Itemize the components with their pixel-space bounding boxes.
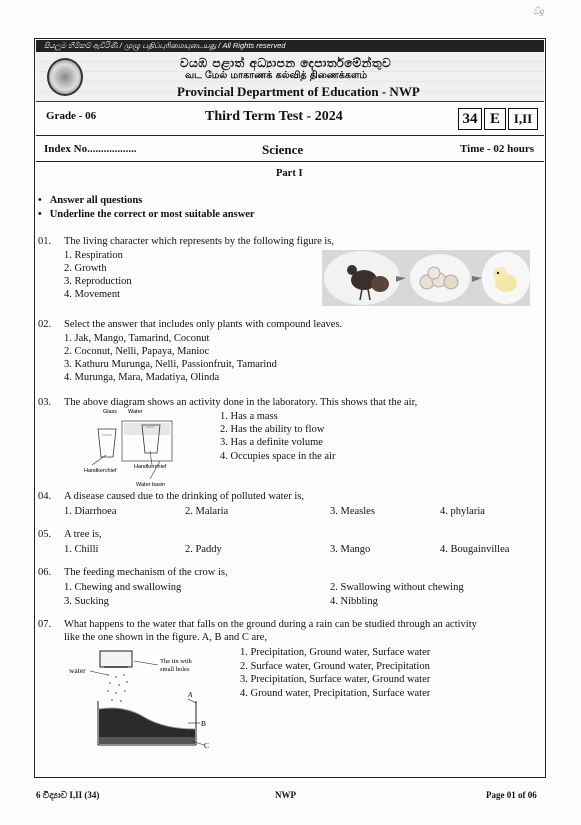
option: 2. Coconut, Nelli, Papaya, Manioc: [64, 346, 210, 357]
footer-center: NWP: [275, 790, 296, 800]
option: 4. Nibbling: [330, 596, 378, 607]
department-title: Provincial Department of Education - NWP: [177, 84, 420, 99]
option: 1. Respiration: [64, 250, 123, 261]
code-box-part: I,II: [508, 108, 538, 130]
rights-bar: සියලුම හිමිකම් ඇවිරිණි / முழு பதிப்புரிமையுடையது / All Rights reserved: [36, 40, 544, 52]
part-heading: Part I: [276, 168, 303, 179]
label-water: Water: [128, 409, 143, 415]
question-text: The above diagram shows an activity done in the laboratory. This shows that the air,: [64, 397, 418, 408]
label-tin: The tin with: [160, 658, 192, 665]
sinhala-title: වයඹ පළාත් අධ්‍යාපන දෙපාර්තමේන්තුව: [180, 56, 392, 70]
option: 2. Paddy: [185, 544, 222, 555]
option: 2. Swallowing without chewing: [330, 582, 464, 593]
option: 4. phylaria: [440, 506, 485, 517]
code-box-medium: E: [484, 108, 506, 130]
crest-emblem-icon: [47, 58, 83, 96]
label-handkerchief-b: Handkerchief: [134, 464, 167, 470]
question-text: The living character which represents by the following figure is,: [64, 236, 334, 247]
grade-label: Grade - 06: [46, 110, 97, 122]
option: 3. Has a definite volume: [220, 437, 323, 448]
option: 1. Chilli: [64, 544, 99, 555]
option: 3. Mango: [330, 544, 371, 555]
test-title: Third Term Test - 2024: [205, 109, 343, 124]
option: 1. Has a mass: [220, 411, 278, 422]
label-basin: Water basin: [136, 482, 166, 488]
option: 1. Precipitation, Ground water, Surface water: [240, 647, 431, 658]
question-number: 04.: [38, 491, 52, 502]
option: 4. Bougainvillea: [440, 544, 510, 555]
instruction-item: • Underline the correct or most suitable answer: [38, 209, 255, 220]
question-text: A disease caused due to the drinking of polluted water is,: [64, 491, 304, 502]
subject: Science: [262, 142, 304, 157]
option: 4. Ground water, Precipitation, Surface water: [240, 688, 431, 699]
label-glass: Glass: [103, 409, 118, 415]
glass-handkerchief-diagram: [80, 405, 200, 489]
option: 1. Diarrhoea: [64, 506, 117, 517]
question-number: 05.: [38, 529, 52, 540]
question-number: 01.: [38, 236, 52, 247]
question-number: 02.: [38, 319, 52, 330]
option: 4. Occupies space in the air: [220, 451, 336, 462]
time-allowed: Time - 02 hours: [460, 143, 535, 155]
question-text: What happens to the water that falls on the ground during a rain can be studied through an activity: [64, 619, 477, 630]
question-number: 06.: [38, 567, 52, 578]
question-text: The feeding mechanism of the crow is,: [64, 567, 228, 578]
index-no: Index No..................: [44, 143, 137, 155]
question-text: A tree is,: [64, 529, 102, 540]
label-handkerchief-a: Handkerchief: [84, 468, 117, 474]
option: 3. Precipitation, Surface water, Ground water: [240, 674, 431, 685]
corner-mark: ඩිg: [533, 6, 545, 16]
option: 3. Kathuru Murunga, Nelli, Passionfruit, Tamarind: [64, 359, 277, 370]
option: 3. Measles: [330, 506, 375, 517]
question-text: Select the answer that includes only plants with compound leaves.: [64, 319, 343, 330]
instruction-item: • Answer all questions: [38, 195, 142, 206]
label-B: B: [201, 719, 207, 728]
label-A: A: [188, 691, 193, 699]
option: 2. Growth: [64, 263, 107, 274]
option: 1. Jak, Mango, Tamarind, Coconut: [64, 333, 210, 344]
option: 4. Murunga, Mara, Madatiya, Olinda: [64, 372, 220, 383]
option: 1. Chewing and swallowing: [64, 582, 182, 593]
option: 3. Reproduction: [64, 276, 132, 287]
label-water: water: [69, 666, 86, 675]
option: 3. Sucking: [64, 596, 109, 607]
label-C: C: [204, 741, 210, 750]
option: 2. Malaria: [185, 506, 229, 517]
question-text-cont: like the one shown in the figure. A, B and C are,: [64, 632, 267, 643]
option: 4. Movement: [64, 289, 120, 300]
label-tin-2: small holes: [160, 666, 190, 673]
code-box-number: 34: [458, 108, 482, 130]
question-number: 07.: [38, 619, 52, 630]
question-number: 03.: [38, 397, 52, 408]
rain-soil-diagram: [64, 645, 214, 751]
hen-egg-chick-figure: [322, 250, 530, 306]
footer-code: 6 විද්‍යාව I,II (34): [36, 790, 100, 800]
page-number: Page 01 of 06: [486, 790, 537, 800]
option: 2. Has the ability to flow: [220, 424, 325, 435]
option: 2. Surface water, Ground water, Precipitation: [240, 661, 430, 672]
tamil-title: வட மேல் மாகாணக் கல்வித் திணைக்களம்: [185, 70, 368, 81]
